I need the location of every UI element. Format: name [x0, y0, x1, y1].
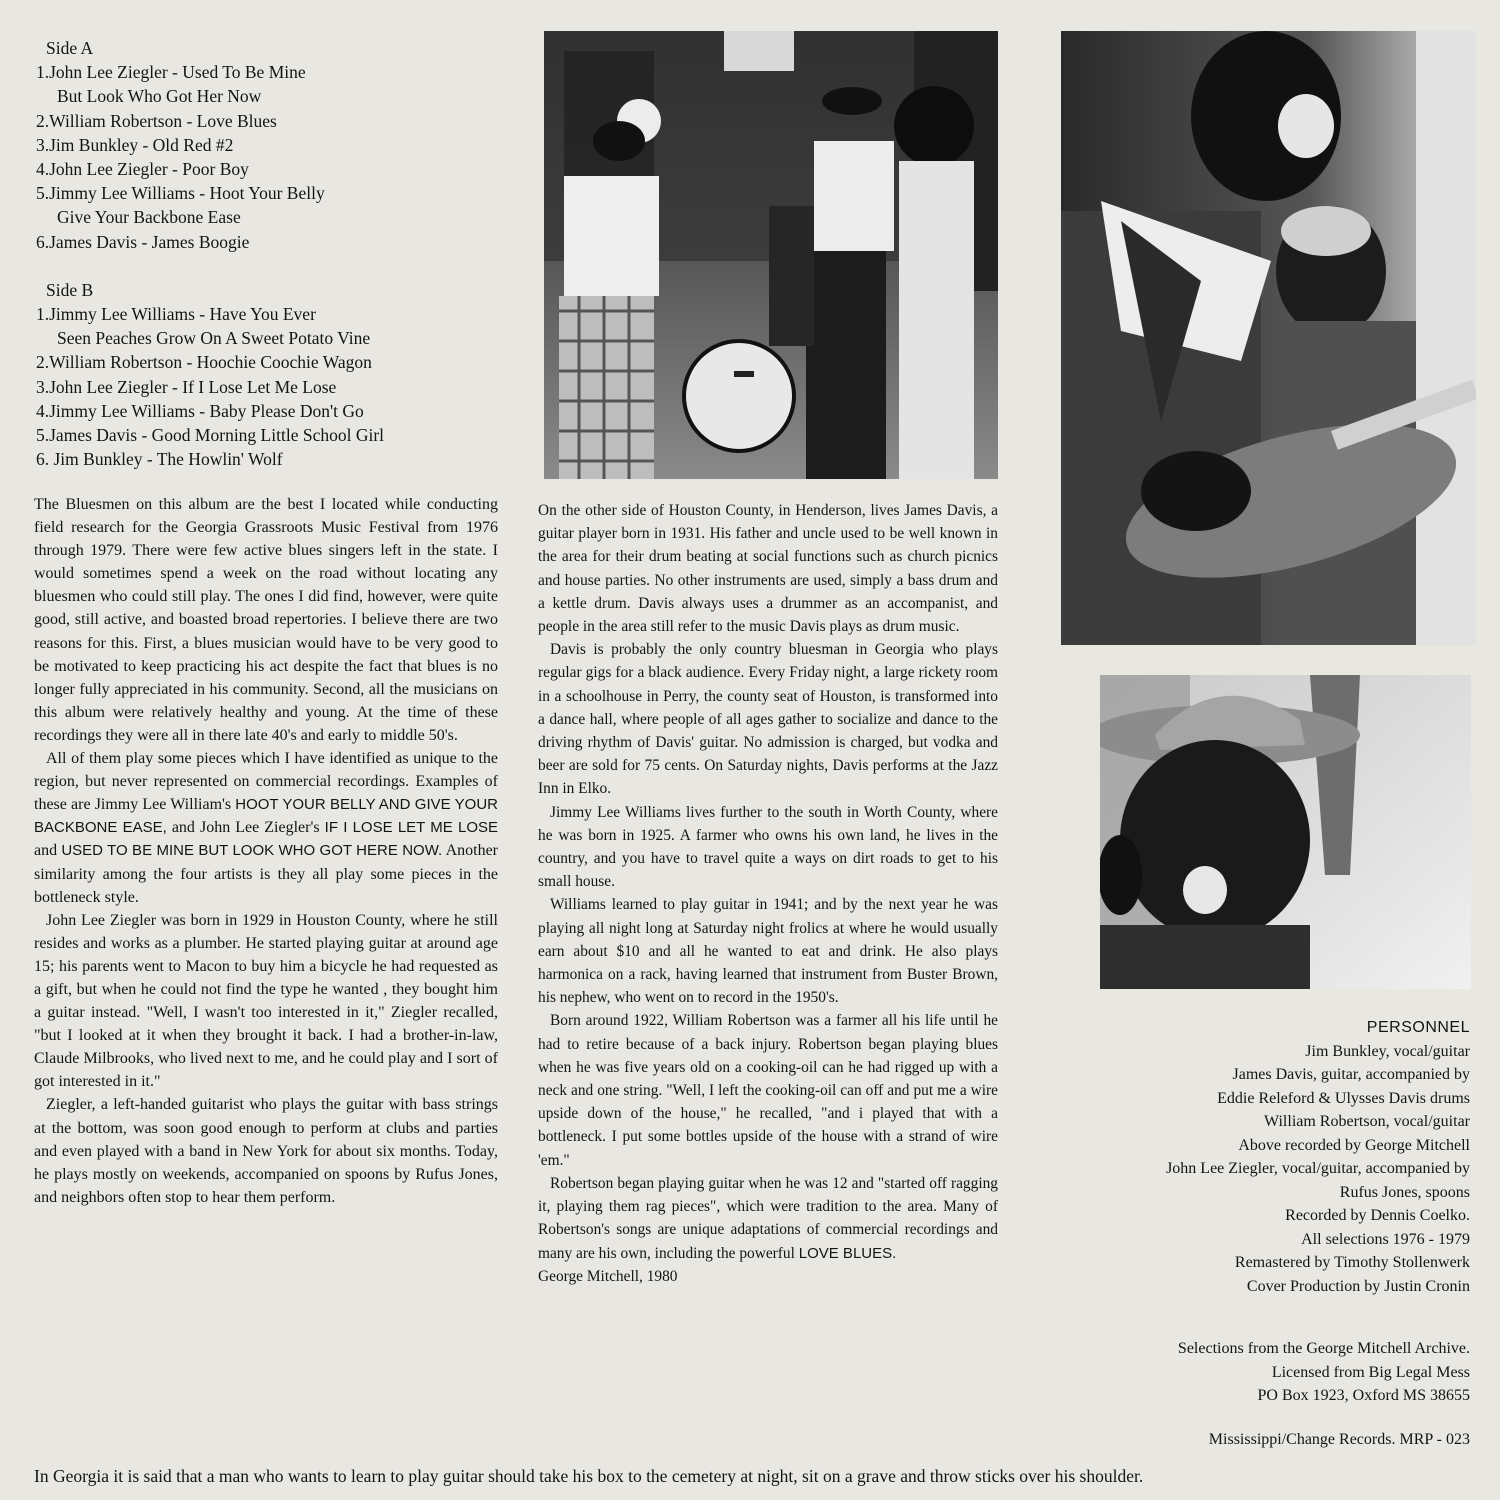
song-title-caps: LOVE BLUES.	[798, 1244, 897, 1262]
notes-paragraph: Davis is probably the only country bluesman in Georgia who plays regular gigs for a black audience. Every Friday night, a large rickety room in a schoolhouse in Perry, the county seat of Houston, is transformed into a dance hall, where people of all ages gather to socialize and dance to the driving rhythm of Davis' guitar. No admission is charged, but vodka and beer are sold for 75 cents. On Saturday nights, Davis performs at the Jazz Inn in Elko.	[538, 641, 998, 798]
track-item-continued: Give Your Backbone Ease	[57, 207, 241, 228]
track-item: 2.William Robertson - Love Blues	[36, 110, 277, 131]
photo-man-in-hat	[1100, 675, 1471, 989]
credit-line: James Davis, guitar, accompanied by	[1232, 1066, 1470, 1083]
personnel-title: PERSONNEL	[1366, 1019, 1470, 1036]
track-item: 3.Jim Bunkley - Old Red #2	[36, 134, 234, 155]
credit-line: Recorded by Dennis Coelko.	[1285, 1207, 1470, 1224]
track-item: 6. Jim Bunkley - The Howlin' Wolf	[36, 449, 283, 470]
side-a-title: Side A	[46, 38, 94, 58]
credit-line: John Lee Ziegler, vocal/guitar, accompanied by	[1166, 1160, 1470, 1177]
track-item-continued: But Look Who Got Her Now	[57, 86, 262, 107]
photo-dance-with-drummer	[544, 31, 998, 479]
track-item: 1.John Lee Ziegler - Used To Be Mine	[36, 62, 306, 83]
notes-paragraph: Ziegler, a left-handed guitarist who plays the guitar with bass strings at the bottom, was soon good enough to perform at clubs and parties and even played with a band in New York for about six months. Today, he plays mostly on weekends, accompanied on spoons by Rufus Jones, and neighbors often stop to hear them perform.	[34, 1096, 498, 1206]
track-item: 6.James Davis - James Boogie	[36, 231, 250, 252]
personnel-credits	[1000, 1016, 1470, 1298]
track-item: 5.Jimmy Lee Williams - Hoot Your Belly	[36, 183, 325, 204]
song-title-caps: HOOT YOUR BELLY AND GIVE YOUR BACKBONE EASE,	[34, 796, 498, 837]
archive-license	[1000, 1337, 1470, 1408]
author-signature: George Mitchell, 1980	[538, 1267, 678, 1285]
credit-line: Rufus Jones, spoons	[1339, 1183, 1470, 1201]
notes-paragraph: All of them play some pieces which I have identified as unique to the region, but never represented on commercial recordings. Examples of these are Jimmy Lee William's HOOT YOUR BELLY AND GIVE YOUR BACKBONE EASE, and John Lee Ziegler's IF I LOSE LET ME LOSE and USED TO BE MINE BUT LOOK WHO GOT HERE NOW. Another similarity among the four artists is they all play some pieces in the bottleneck style.	[34, 750, 499, 906]
license-line: Selections from the George Mitchell Archive.	[1177, 1340, 1470, 1357]
credit-line: All selections 1976 - 1979	[1301, 1230, 1470, 1248]
notes-paragraph: The Bluesmen on this album are the best I located while conducting field research for the Georgia Grassroots Music Festival from 1976 through 1979. There were few active blues singers left in the state. I would sometimes spend a week on the road without locating any bluesmen who could still play. The ones I did find, however, were quite good, still active, and boasted broad repertories. I believe there are two reasons for this. First, a blues musician would have to be very good to be motivated to keep practicing his act despite the fact that blues is no longer fully appreciated in his community. Second, all the musicians on this album were relatively healthy and young. At the time of these recordings they were all in there late 40's and early to middle 50's.	[34, 496, 498, 744]
track-item: 4.Jimmy Lee Williams - Baby Please Don't Go	[36, 400, 364, 421]
notes-paragraph: Robertson began playing guitar when he was 12 and "started off ragging it, playing them rag pieces", which were tradition to the area. Many of Robertson's songs are unique adaptations of commercial recordings and many are his own, including the powerful LOVE BLUES.	[538, 1174, 998, 1262]
credit-line: Above recorded by George Mitchell	[1238, 1136, 1470, 1154]
catalog-number: Mississippi/Change Records. MRP - 023	[1208, 1431, 1470, 1448]
track-item: 3.John Lee Ziegler - If I Lose Let Me Lose	[36, 376, 337, 397]
liner-notes-middle	[538, 499, 998, 1288]
liner-notes-left	[34, 493, 498, 1209]
credit-line: Eddie Releford & Ulysses Davis drums	[1217, 1089, 1470, 1107]
track-item: 1.Jimmy Lee Williams - Have You Ever	[36, 304, 316, 325]
track-item-continued: Seen Peaches Grow On A Sweet Potato Vine	[57, 328, 371, 349]
credit-line: William Robertson, vocal/guitar	[1264, 1113, 1470, 1130]
track-item: 5.James Davis - Good Morning Little School Girl	[36, 425, 385, 446]
photo-singer-with-guitar	[1061, 31, 1476, 645]
credit-line: Remastered by Timothy Stollenwerk	[1234, 1254, 1470, 1271]
song-title-caps: IF I LOSE LET ME LOSE	[324, 819, 499, 837]
notes-paragraph: On the other side of Houston County, in Henderson, lives James Davis, a guitar player born in 1931. His father and uncle used to be well known in the area for their drum beating at social functions such as church picnics and house parties. No other instruments are used, simply a bass drum and a kettle drum. Davis always uses a drummer as an accompanist, and people in the area still refer to the music Davis plays as drum music.	[538, 502, 998, 636]
notes-paragraph: John Lee Ziegler was born in 1929 in Houston County, where he still resides and works as a plumber. He started playing guitar at around age 15; his parents went to Macon to buy him a bicycle he had requested as a gift, but when he could not find the type he wanted , they bought him a guitar instead. "Well, I wasn't too interested in it," Ziegler recalled, "but I looked at it when they brought it back. I had a brother-in-law, Claude Milbrooks, who lived next to me, and he could play and I sort of got interested in it."	[34, 911, 498, 1091]
notes-paragraph: Williams learned to play guitar in 1941; and by the next year he was playing all night long at Saturday night frolics at where he would usually earn about $10 and all he wanted to eat and drink. He also plays harmonica on a rack, having learned that instrument from Buster Brown, his nephew, who went on to record in the 1950's.	[538, 896, 998, 1007]
notes-paragraph: Born around 1922, William Robertson was a farmer all his life until he had to retire because of a back injury. Robertson began playing blues when he was five years old on a cooking-oil can he had rigged up with a neck and one string. "Well, I left the cooking-oil can off and put me a wire upside down of the house," he recalled, "and i played that with a bottleneck. I put some bottles upside of the house with a strand of wire 'em."	[538, 1012, 998, 1169]
track-item: 2.William Robertson - Hoochie Coochie Wagon	[36, 352, 372, 373]
track-item: 4.John Lee Ziegler - Poor Boy	[36, 159, 249, 180]
footer-quote: In Georgia it is said that a man who wants to learn to play guitar should take his box to the cemetery at night, sit on a grave and throw sticks over his shoulder.	[34, 1466, 1144, 1486]
credit-line: Cover Production by Justin Cronin	[1246, 1277, 1470, 1295]
track-list	[36, 36, 506, 471]
notes-paragraph: Jimmy Lee Williams lives further to the south in Worth County, where he was born in 1925. A farmer who owns his own land, he lives in the country, and you have to travel quite a ways on dirt roads to get to his small house.	[538, 803, 998, 891]
song-title-caps: USED TO BE MINE BUT LOOK WHO GOT HERE NOW.	[61, 842, 443, 860]
license-line: Licensed from Big Legal Mess	[1271, 1363, 1470, 1381]
license-line: PO Box 1923, Oxford MS 38655	[1257, 1387, 1470, 1404]
credit-line: Jim Bunkley, vocal/guitar	[1305, 1042, 1470, 1060]
side-b-title: Side B	[46, 279, 94, 300]
